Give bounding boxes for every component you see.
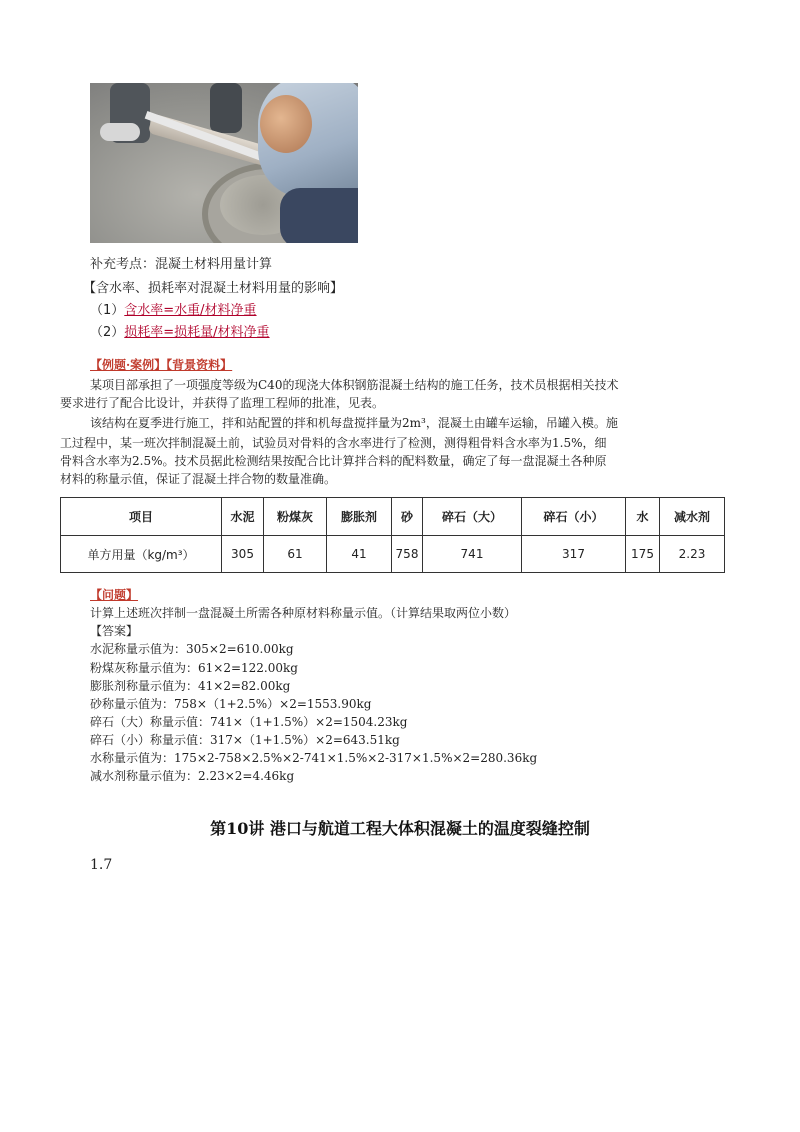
table-cell: 61 — [264, 536, 327, 573]
mix-proportion-table — [60, 497, 725, 573]
formula-loss — [90, 321, 270, 340]
answer-line: 膨胀剂称量示值为：41×2=82.00kg — [90, 679, 291, 693]
example-para2-line4: 材料的称量示值，保证了混凝土拌合物的数量准确。 — [60, 472, 337, 486]
answer-line: 减水剂称量示值为：2.23×2=4.46kg — [90, 769, 295, 783]
supplement-subtitle: 【含水率、损耗率对混凝土材料用量的影响】 — [83, 281, 344, 296]
table-header: 水 — [626, 498, 660, 536]
table-row — [61, 536, 725, 573]
lecture-heading: 第10讲 港口与航道工程大体积混凝土的温度裂缝控制 — [210, 819, 590, 838]
example-para2-line2: 工过程中，某一班次拌制混凝土前，试验员对骨料的含水率进行了检测，测得粗骨料含水率为1.5%，细 — [60, 436, 607, 450]
table-cell: 741 — [423, 536, 522, 573]
example-para2-line1: 该结构在夏季进行施工，拌和站配置的拌和机每盘搅拌量为2m³，混凝土由罐车运输，吊罐入模。施 — [90, 416, 618, 430]
formula-moisture-prefix: （1） — [90, 303, 125, 318]
table-cell: 41 — [327, 536, 392, 573]
formula-loss-prefix: （2） — [90, 325, 125, 340]
table-header: 砂 — [392, 498, 423, 536]
answer-line: 水泥称量示值为：305×2=610.00kg — [90, 642, 294, 656]
answer-line: 碎石（大）称量示值：741×（1+1.5%）×2=1504.23kg — [90, 715, 408, 729]
formula-moisture-text: 含水率=水重/材料净重 — [124, 303, 257, 318]
table-header: 碎石（大） — [423, 498, 522, 536]
table-cell: 305 — [222, 536, 264, 573]
table-header-row — [61, 498, 725, 536]
example-para1-line1: 某项目部承担了一项强度等级为C40的现浇大体积钢筋混凝土结构的施工任务，技术员根据相关技术 — [90, 378, 619, 392]
table-header: 减水剂 — [660, 498, 725, 536]
answer-line: 碎石（小）称量示值：317×（1+1.5%）×2=643.51kg — [90, 733, 400, 747]
example-para2-line3: 骨料含水率为2.5%。技术员据此检测结果按配合比计算拌合料的配料数量，确定了每一盘混凝土各种原 — [60, 454, 607, 468]
example-para1-line2: 要求进行了配合比设计，并获得了监理工程师的批准，见表。 — [60, 396, 385, 410]
table-header: 膨胀剂 — [327, 498, 392, 536]
answer-line: 水称量示值为：175×2-758×2.5%×2-741×1.5%×2-317×1.5%×2=280.36kg — [90, 751, 538, 765]
question-text: 计算上述班次拌制一盘混凝土所需各种原材料称量示值。（计算结果取两位小数） — [90, 606, 517, 620]
formula-moisture — [90, 299, 257, 318]
table-cell: 758 — [392, 536, 423, 573]
answer-tag: 【答案】 — [90, 624, 139, 638]
table-cell: 2.23 — [660, 536, 725, 573]
section-number: 1.7 — [90, 857, 113, 873]
supplement-title: 补充考点：混凝土材料用量计算 — [90, 257, 273, 272]
table-header: 项目 — [61, 498, 222, 536]
answer-line: 粉煤灰称量示值为：61×2=122.00kg — [90, 661, 298, 675]
table-row-label: 单方用量（kg/m³） — [61, 536, 222, 573]
table-cell: 317 — [522, 536, 626, 573]
table-header: 粉煤灰 — [264, 498, 327, 536]
table-cell: 175 — [626, 536, 660, 573]
table-header: 碎石（小） — [522, 498, 626, 536]
table-header: 水泥 — [222, 498, 264, 536]
question-tag: 【问题】 — [90, 588, 139, 602]
formula-loss-text: 损耗率=损耗量/材料净重 — [124, 325, 270, 340]
concrete-slump-test-photo — [90, 83, 358, 243]
example-tag: 【例题·案例】【背景资料】 — [90, 358, 233, 372]
answer-line: 砂称量示值为：758×（1+2.5%）×2=1553.90kg — [90, 697, 372, 711]
